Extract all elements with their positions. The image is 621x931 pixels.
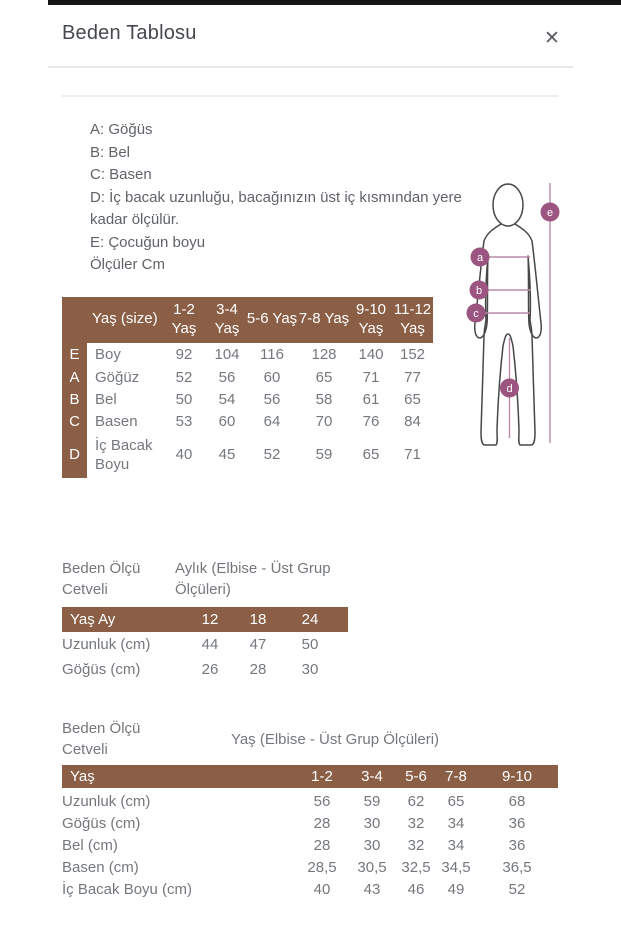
close-icon: ✕ (544, 27, 560, 49)
cell: 40 (175, 446, 193, 464)
table-row-gogus (62, 368, 433, 390)
cell: 26 (201, 661, 219, 678)
table-row-basen (62, 412, 433, 434)
monthly-table-subtitle: Aylık (Elbise - Üst Grup Ölçüleri) (175, 560, 331, 598)
table-row-basen (62, 856, 558, 878)
monthly-size-table (62, 558, 362, 682)
cell: 84 (404, 413, 421, 431)
cell: 68 (508, 792, 526, 810)
cell: 92 (175, 345, 193, 363)
legend-line-b: B: Bel (90, 143, 131, 161)
body-measurement-figure (440, 160, 590, 460)
cell: 62 (407, 792, 425, 810)
header-divider (48, 66, 573, 68)
row-letter: B (62, 390, 87, 412)
marker-a (471, 248, 490, 267)
cell: 152 (400, 345, 426, 363)
row-letter: A (62, 368, 87, 390)
modal-title: Beden Tablosu (62, 22, 197, 44)
table-row-bel (62, 834, 558, 856)
cell: 56 (313, 792, 331, 810)
cell: 71 (362, 369, 380, 387)
table-row-gogus (62, 657, 348, 682)
table-row-bel (62, 390, 433, 412)
age-header-label: Yaş (70, 768, 95, 785)
cell: 32,5 (401, 858, 431, 876)
content-divider (62, 95, 558, 97)
measurement-legend (90, 119, 462, 277)
legend-line-c: C: Basen (90, 166, 152, 183)
size-table-col-3-4: 3-4 Yaş (208, 297, 246, 343)
cell: 36,5 (502, 858, 532, 876)
cell: 56 (218, 369, 236, 387)
monthly-table-title: Beden Ölçü Cetveli (62, 560, 141, 598)
cell: 60 (218, 413, 236, 431)
cell: 70 (315, 413, 333, 431)
cell: 71 (404, 446, 421, 464)
row-label: İç Bacak Boyu (95, 436, 153, 473)
legend-line-e: E: Çocuğun boyu (90, 233, 206, 251)
monthly-col: 12 (201, 611, 219, 628)
cell: 28,5 (307, 858, 337, 876)
svg-text:e: e (546, 207, 554, 219)
cell: 53 (175, 413, 193, 431)
row-label: Bel (cm) (62, 836, 118, 854)
monthly-table-titles (62, 558, 362, 600)
marker-e (541, 203, 560, 222)
row-label: Basen (95, 413, 138, 431)
cell: 30,5 (357, 858, 387, 876)
cell: 60 (263, 369, 281, 387)
cell: 49 (447, 880, 465, 898)
cell: 52 (175, 369, 193, 387)
cell: 45 (218, 446, 236, 464)
row-label: Uzunluk (cm) (62, 636, 151, 653)
table-row-uzunluk (62, 790, 558, 812)
cell: 76 (362, 413, 380, 431)
row-label: Göğüs (cm) (62, 661, 141, 678)
close-button[interactable] (538, 24, 566, 52)
cell: 52 (508, 880, 526, 898)
cell: 34 (447, 836, 465, 854)
cell: 28 (249, 661, 267, 678)
row-label: Uzunluk (cm) (62, 792, 151, 810)
cell: 140 (358, 345, 384, 363)
cell: 52 (263, 446, 281, 464)
cell: 28 (313, 814, 331, 832)
cell: 30 (363, 836, 381, 854)
marker-d (500, 379, 519, 398)
svg-text:d: d (506, 383, 513, 395)
age-col: 3-4 (361, 768, 383, 785)
size-table-col-5-6: 5-6 Yaş (246, 297, 298, 343)
table-row-gogus (62, 812, 558, 834)
monthly-col: 24 (301, 611, 319, 628)
row-label: Bel (95, 391, 117, 409)
cell: 47 (249, 636, 267, 653)
cell: 104 (214, 345, 240, 363)
table-row-boy (62, 343, 433, 368)
size-table-header-label: Yaş (size) (62, 297, 160, 343)
cell: 65 (404, 391, 421, 409)
age-col: 7-8 (445, 768, 467, 785)
cell: 40 (313, 880, 331, 898)
svg-text:a: a (476, 252, 484, 264)
legend-line-a: A: Göğüs (90, 121, 153, 138)
age-table-header-row (62, 765, 558, 788)
cell: 58 (315, 391, 333, 409)
cell: 44 (201, 636, 219, 653)
cell: 59 (315, 446, 333, 464)
cell: 65 (447, 792, 465, 810)
cell: 50 (175, 391, 193, 409)
svg-text:c: c (473, 308, 479, 320)
monthly-header-label: Yaş Ay (70, 611, 116, 628)
svg-text:b: b (475, 285, 483, 297)
monthly-table-header-row (62, 607, 348, 632)
cell: 36 (508, 814, 526, 832)
cell: 36 (508, 836, 526, 854)
table-row-uzunluk (62, 632, 348, 657)
row-label: Göğüs (cm) (62, 814, 141, 832)
row-label: Boy (95, 345, 121, 363)
cell: 30 (363, 814, 381, 832)
size-table-col-1-2: 1-2 Yaş (160, 297, 208, 343)
age-table-subtitle: Yaş (Elbise - Üst Grup Ölçüleri) (230, 730, 440, 748)
age-table-title: Beden Ölçü Cetveli (62, 720, 141, 758)
age-col: 5-6 (405, 768, 427, 785)
table-row-ic-bacak (62, 434, 433, 478)
row-letter: C (62, 412, 87, 434)
cell: 43 (363, 880, 381, 898)
size-table-col-11-12: 11-12 Yaş (392, 297, 433, 343)
cell: 30 (301, 661, 319, 678)
row-letter: D (62, 434, 87, 478)
cell: 61 (362, 391, 380, 409)
cell: 65 (362, 446, 380, 464)
marker-c (467, 304, 486, 323)
table-row-ic-bacak (62, 878, 558, 900)
cell: 50 (301, 636, 319, 653)
cell: 77 (404, 369, 421, 387)
figure-head (493, 184, 523, 226)
cell: 46 (407, 880, 425, 898)
row-label: İç Bacak Boyu (cm) (62, 880, 193, 898)
legend-line-d: D: İç bacak uzunluğu, bacağınızın üst iç kısmından yere kadar ölçülür. (90, 188, 462, 228)
cell: 59 (363, 792, 381, 810)
row-label: Basen (cm) (62, 858, 139, 876)
cell: 116 (260, 345, 284, 363)
age-table-titles (62, 718, 498, 760)
cell: 28 (313, 836, 331, 854)
cell: 32 (407, 814, 425, 832)
cell: 54 (218, 391, 236, 409)
cell: 64 (263, 413, 281, 431)
window-top-edge (48, 0, 621, 5)
cell: 128 (311, 345, 337, 363)
row-label: Göğüz (95, 369, 140, 387)
age-col: 9-10 (501, 768, 533, 785)
monthly-col: 18 (249, 611, 267, 628)
row-letter: E (62, 343, 87, 368)
legend-units: Ölçüler Cm (90, 256, 166, 273)
cell: 65 (315, 369, 333, 387)
size-table-col-9-10: 9-10 Yaş (350, 297, 392, 343)
cell: 56 (263, 391, 281, 409)
cell: 34 (447, 814, 465, 832)
marker-b (470, 281, 489, 300)
cell: 32 (407, 836, 425, 854)
age-size-table (62, 718, 558, 900)
age-col: 1-2 (311, 768, 333, 785)
size-table-col-7-8: 7-8 Yaş (298, 297, 350, 343)
cell: 34,5 (441, 858, 471, 876)
size-table (62, 297, 433, 478)
size-table-header-row (62, 297, 433, 343)
